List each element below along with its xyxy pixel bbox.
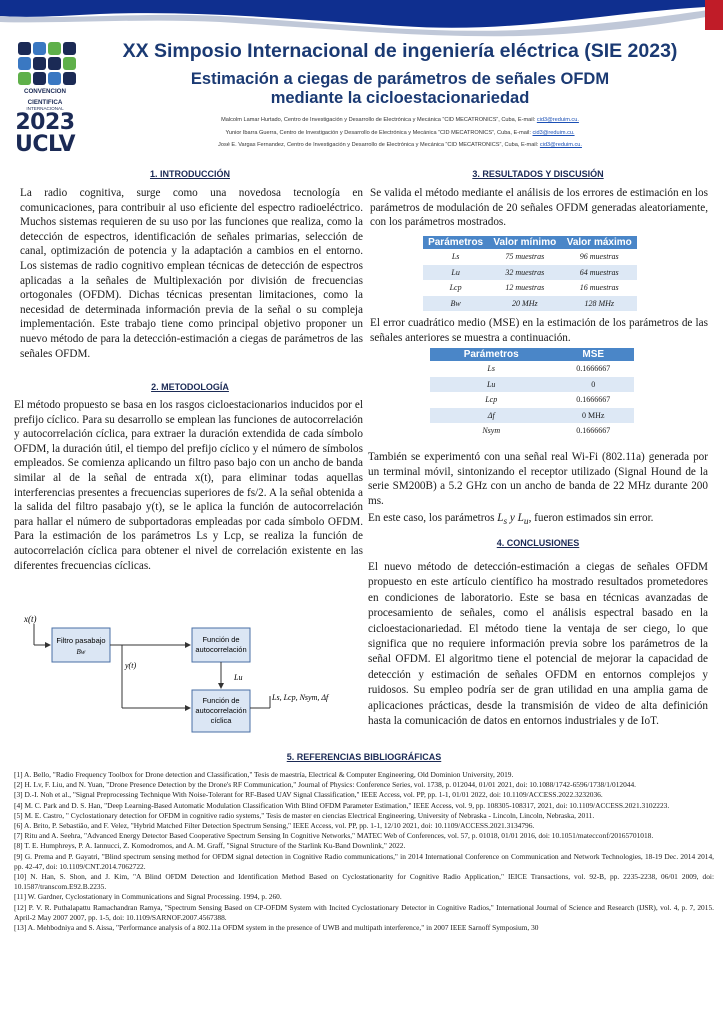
author-email-link[interactable]: cid3@reduim.cu. — [536, 117, 579, 123]
paper-title-line2: mediante la cicloestacionariedad — [270, 89, 530, 107]
reference-item: [13] A. Mehbodniya and S. Aissa, "Performance analysis of a 802.11a OFDM system in the presence of UWB and multipath interference," in 2007 IEEE Sarnoff Symposium, 30 — [14, 923, 539, 933]
results-paragraph-3: También se experimentó con una señal real Wi-Fi (802.11a) generada por un terminal móvil, sintonizando el receptor utilizado (Signal Hound de la serie SM200B) a 5.2 GHz con un ancho de banda de 22 MHz durante 200 ms. — [368, 451, 708, 507]
table-cell: Bw — [423, 296, 488, 312]
table-cell: 12 muestras — [488, 280, 561, 296]
references-heading: 5. REFERENCIAS BIBLIOGRÁFICAS — [286, 752, 442, 762]
autocorr-block-label1: Función de — [202, 635, 240, 644]
logo-square — [18, 72, 31, 85]
author-email-link[interactable]: cid3@reduim.cu. — [539, 142, 582, 148]
table-row — [430, 423, 634, 439]
logo-square — [63, 42, 76, 55]
author-text: Malcolm Lamar Hurtado, Centro de Investigación y Desarrollo de Electrónica y Mecánica “CID MECATRONICS”, Cuba, E-mail: — [221, 117, 537, 123]
logo-year: 2023 — [15, 110, 75, 136]
cyclic-block-label2: autocorrelación — [195, 706, 247, 715]
table-cell: 96 muestras — [561, 249, 637, 265]
conference-logo — [14, 42, 76, 158]
logo-square — [18, 42, 31, 55]
table-cell: 20 MHz — [488, 296, 561, 312]
table-cell: Nsym — [430, 423, 552, 439]
reference-item: [8] T. E. Humphreys, P. A. Iannucci, Z. Komodromos, and A. M. Graff, "Signal Structure of the Starlink Ku-Band Downlink," 2022. — [14, 841, 406, 851]
table-cell: 16 muestras — [561, 280, 637, 296]
logo-square — [33, 42, 46, 55]
table-cell: Lu — [423, 265, 488, 281]
author-email-link[interactable]: cid3@reduim.cu. — [532, 129, 575, 136]
results-paragraph-4: En este caso, los parámetros $L_s$ y $L_u$, fueron estimados sin error. — [368, 512, 654, 528]
conference-title: XX Simposio Internacional de ingeniería eléctrica (SIE 2023) — [122, 40, 678, 62]
paper-title — [80, 70, 720, 108]
reference-item: [3] D.-I. Noh et al., "Signal Preprocessing Technique With Noise-Tolerant for RF-Based UAV Signal Classification," IEEE Access, vol. PP, pp. 1-1, 01/01 2022, doi: 10.1109/ACCESS.2022.3232036. — [14, 790, 603, 800]
table-cell: 128 MHz — [561, 296, 637, 312]
results-p4-end: fueron estimados sin error. — [531, 512, 654, 524]
author-list — [80, 114, 720, 152]
results-p4-start: En este caso, los parámetros — [368, 512, 498, 524]
table-cell: 0.1666667 — [552, 423, 634, 439]
table-cell: Δf — [430, 408, 552, 424]
column-header: Valor mínimo — [488, 236, 561, 249]
table-cell: Lcp — [430, 392, 552, 408]
symbol-ls-lu: $L_s$ y $L_u$ — [497, 512, 529, 528]
cyclic-block-label1: Función de — [202, 696, 240, 705]
logo-square — [48, 72, 61, 85]
author-line — [80, 139, 720, 152]
table-cell: 0.1666667 — [552, 361, 634, 377]
reference-list — [14, 770, 714, 933]
logo-square — [63, 57, 76, 70]
table-row — [430, 392, 634, 408]
parameter-range-table — [423, 236, 637, 311]
block-diagram — [22, 610, 362, 745]
paper-title-line1: Estimación a ciegas de parámetros de señales OFDM — [190, 70, 610, 88]
diagram-yt-label: y(t) — [125, 661, 137, 670]
logo-squares — [18, 42, 76, 85]
table-cell: 75 muestras — [488, 249, 561, 265]
logo-square — [18, 57, 31, 70]
table-cell: Lcp — [423, 280, 488, 296]
table-row — [423, 265, 637, 281]
table-cell: 32 muestras — [488, 265, 561, 281]
table-row — [430, 408, 634, 424]
logo-square — [63, 72, 76, 85]
logo-square — [33, 57, 46, 70]
reference-item: [7] Ritu and A. Seehra, "Advanced Energy Detector Based Cooperative Spectrum Sensing In Cognitive Networks," MATEC Web of Conferences, vol. 57, p. 01018, 01/01 2016, doi: 10.1051/matecconf/20165701018. — [14, 831, 654, 841]
reference-item: [5] M. E. Castro, " Cyclostationary detection for OFDM in cognitive radio systems," Tesis de master en ciencias Electrical Engineering, University of Nebraska - Lincoln, Lincoln, Nebraska, 2011. — [14, 810, 595, 820]
reference-item: [12] P. V. R. Puthalapattu Ramachandran Ramya, "Spectrum Sensing Based on CP-OFDM System with Incited Cyclostationary Detector in Cognitive Radios," International Journal of Science and Research (IJSR), vol. 4, p. 7, 2015. April-2 May 2007 2007, pp. 1-5, doi: 10.1109/SARNOF.2007.4567388. — [14, 902, 714, 922]
table-cell: Ls — [423, 249, 488, 265]
table-cell: 0 MHz — [552, 408, 634, 424]
author-line — [80, 127, 720, 140]
reference-item: [4] M. C. Park and D. S. Han, "Deep Learning-Based Automatic Modulation Classification With Blind OFDM Parameter Estimation," IEEE Access, vol. 9, pp. 108305-108317, 2021, doi: 10.1109/ACCESS.2021.3102223. — [14, 800, 670, 810]
table-cell: Ls — [430, 361, 552, 377]
reference-item: [1] A. Bello, "Radio Frequency Toolbox for Drone detection and Classification," Tesis de maestría, Electrical & Computer Engineering, Old Dominion University, 2019. — [14, 770, 514, 779]
column-header: Valor máximo — [561, 236, 637, 249]
reference-item: [10] N. Han, S. Shon, and J. Kim, "A Blind OFDM Detection and Identification Method Based on Cyclostationarity for Cognitive Radio Application," IEICE Transactions, vol. 92-B, pp. 2235-2238, 06/01 2009, doi: 10.1587/transcom.E92.B.2235. — [14, 872, 714, 892]
filter-block-label: Filtro pasabajo — [56, 636, 106, 645]
logo-line-convencion: CONVENCION — [24, 88, 66, 95]
logo-square — [48, 57, 61, 70]
conclusions-paragraph: El nuevo método de detección-estimación a ciegas de señales OFDM propuesto en este artículo científico ha mostrado resultados prometedores en condiciones de laboratorio. Este se basa en técnicas avanzadas de procesamiento de señales, como el análisis espectral basado en la cicloestacionariedad. El método tiene la ventaja de ser ciego, lo que significa que no requiere información previa sobre los parámetros de la señal OFDM. El algoritmo tiene el potencial de mejorar la capacidad de detección y estimación de señales OFDM en entornos complejos y ruidosos. Su empleo podría ser de gran utilidad en una amplia gama de aplicaciones prácticas, desde la transmisión de video de alta definición hasta la comunicación de datos en entornos industriales y de IoT. — [368, 561, 708, 728]
author-text: Yunior Ibarra Guerra, Centro de Investigación y Desarrollo de Electrónica y Mecánica “CID MECATRONICS”, Cuba, E-mail: — [225, 129, 533, 136]
logo-line-cientifica: CIENTIFICA — [27, 98, 63, 106]
table-row — [430, 377, 634, 393]
logo-square — [33, 72, 46, 85]
author-text: José E. Vargas Fernandez, Centro de Investigación y Desarrollo de Electrónica y Mecánica “CID MECATRONICS”, Cuba, E-mail: — [218, 142, 540, 148]
table-row — [423, 280, 637, 296]
mse-table — [430, 348, 634, 439]
method-paragraph: El método propuesto se basa en los rasgos cicloestacionarios inducidos por el prefijo cíclico. Para su desarrollo se emplean las funciones de autocorrelación y autocorrelación cíclica, para extraer la duración extendida de cada símbolo OFDM, la duración útil, el tiempo del prefijo cíclico y el número de símbolos empleados. Se comienza aplicando un filtro paso bajo con un ancho de banda similar al de la señal de entrada x(t), para eliminar todas aquellas interferencias presentes a frecuencias superiores de fs/2. A la señal obtenida a la salida del filtro pasabajo y(t), se le aplica la función de autocorrelación para hallar el número de subportadoras empleadas por cada símbolo OFDM. Para la estimación de los parámetros Ls y Lcp, se realiza la función de autocorrelación cíclica para obtener el nivel de correlación existente en las diferentes frecuencias cíclicas. — [14, 399, 363, 572]
table-row — [430, 361, 634, 377]
reference-item: [6] A. Brito, P. Sebastião, and F. Velez, "Hybrid Matched Filter Detection Spectrum Sensing," IEEE Access, vol. PP, pp. 1-1, 12/10 2021, doi: 10.1109/ACCESS.2021.3134796. — [14, 821, 535, 831]
autocorr-block-label2: autocorrelación — [195, 645, 247, 654]
top-wave-banner — [0, 0, 723, 38]
method-heading: 2. METODOLOGÍA — [151, 382, 229, 392]
diagram-input-label: x(t) — [24, 614, 37, 624]
table-cell: 0.1666667 — [552, 392, 634, 408]
logo-org: UCLV — [14, 132, 76, 158]
results-paragraph-2: El error cuadrático medio (MSE) en la estimación de los parámetros de las señales anteriores se muestra a continuación. — [370, 317, 708, 344]
reference-item: [11] W. Gardner, Cyclostationary in Communications and Signal Processing. 1994, p. 260. — [14, 892, 282, 902]
results-paragraph-1: Se valida el método mediante el análisis de los errores de estimación en los parámetros de modulación de 20 señales OFDM generadas aleatoriamente, con los parámetros mostrados. — [370, 187, 708, 229]
table-header-row — [430, 348, 634, 361]
author-line — [80, 114, 720, 127]
diagram-lu-label: Lu — [234, 673, 243, 682]
intro-heading: 1. INTRODUCCIÓN — [149, 169, 230, 179]
column-header: Parámetros — [430, 348, 552, 361]
column-header: MSE — [552, 348, 634, 361]
results-heading: 3. RESULTADOS Y DISCUSIÓN — [472, 169, 604, 179]
diagram-output-label: Ls, Lcp, Nsym, Δf — [272, 693, 329, 702]
column-header: Parámetros — [423, 236, 488, 249]
table-row — [423, 249, 637, 265]
table-cell: 0 — [552, 377, 634, 393]
filter-block-bw: Bw — [76, 648, 86, 656]
table-header-row — [423, 236, 637, 249]
conclusions-heading: 4. CONCLUSIONES — [496, 538, 580, 548]
reference-item: [9] G. Prema and P. Gayatri, "Blind spectrum sensing method for OFDM signal detection in Cognitive Radio communications," in 2014 International Conference on Communication and Network Technologies, 18-19 Dec. 2014 2014, pp. 42-47, doi: 10.1109/CNT.2014.7062722. — [14, 851, 714, 871]
reference-item: [2] H. Lv, F. Liu, and N. Yuan, "Drone Presence Detection by the Drone's RF Communication," Journal of Physics: Conference Series, vol. 1738, p. 012044, 01/01 2021, doi: 10.1088/1742-6596/1738/1/012044. — [14, 780, 637, 790]
table-row — [423, 296, 637, 312]
table-cell: 64 muestras — [561, 265, 637, 281]
intro-paragraph: La radio cognitiva, surge como una novedosa tecnología en comunicaciones, para contribuir al uso eficiente del espectro radioeléctrico. Muchos sistemas requieren de su uso por las funciones que realiza, como la detección de espectros, identificación de señales primarias, selección de canal, optimización de potencia y la adaptación a cambios en el entorno. Los sistemas de radio cognitivo emplean técnicas de detección de espectros aplicadas a la señales de Multiplexación por división de frecuencias ortogonales (OFDM). Dichas técnicas presentan limitaciones, como la necesidad de determinada información previa de la señal o su compleja implementación. Este trabajo tiene como principal objetivo proponer un nuevo método de para la detección-estimación a ciegas de parámetros de las señales OFDM. — [20, 187, 363, 360]
logo-square — [48, 42, 61, 55]
table-cell: Lu — [430, 377, 552, 393]
filter-block — [52, 628, 110, 662]
logo-line-internacional: INTERNACIONAL — [26, 106, 64, 112]
cyclic-block-label3: cíclica — [210, 716, 232, 725]
